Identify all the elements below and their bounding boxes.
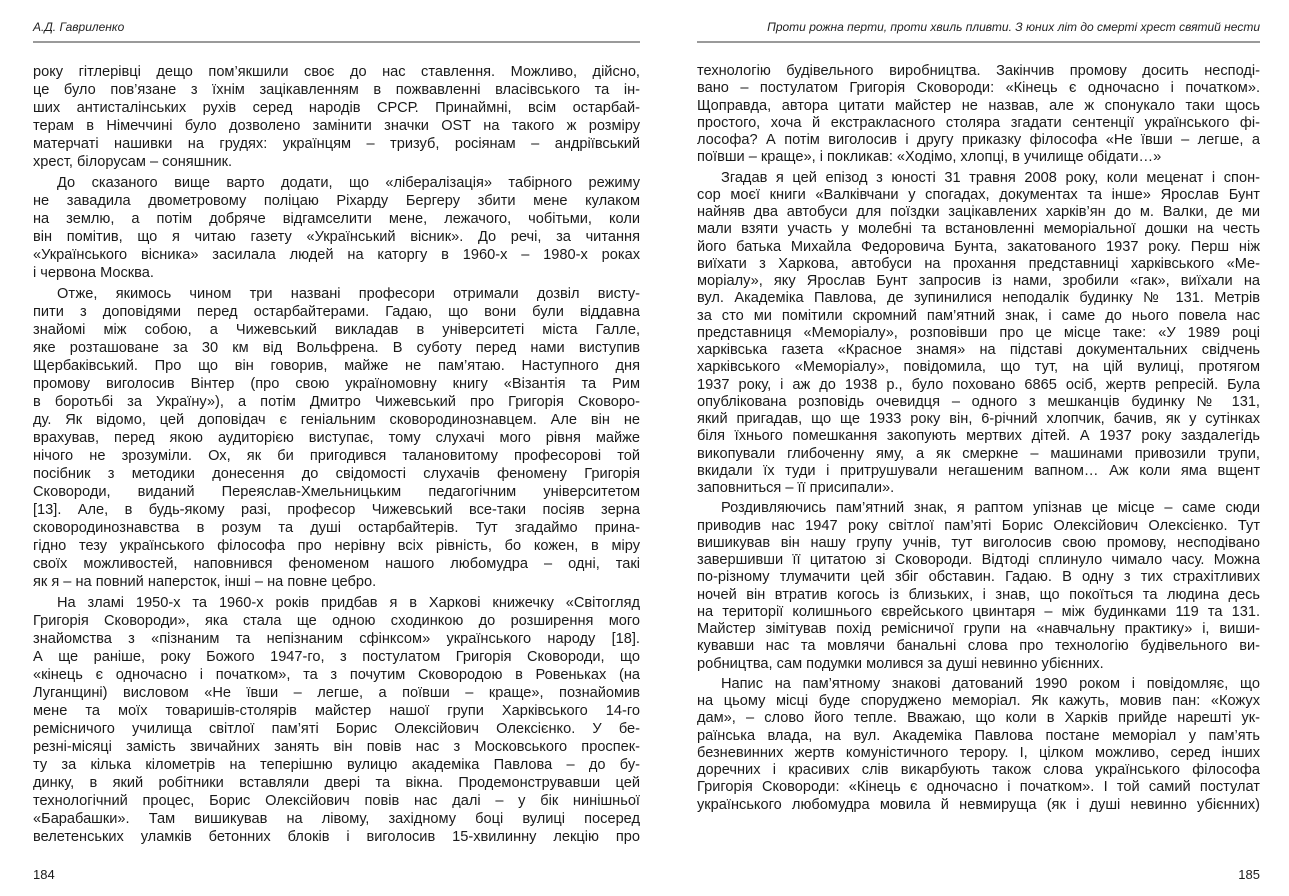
text-line: представниця «Меморіалу», розповівши про це місце таке: «У 1989 році [697,324,1260,341]
text-line: лософа? А потім виголосив і другу приказку філософа «Не ївши – легше, а [697,132,1260,148]
paragraph [33,174,640,282]
page-body [697,63,1260,817]
text-line: динку, в який робітники вставляли двері та вікна. Продемонструвавши цей [33,775,640,791]
text-line: мене та моїх товаришів-столярів майстер нашої групи Харківського 14-го [33,703,640,719]
text-line: матерчаті нашивки на грудях: українцям – тризуб, росіянам – андріївський [33,136,640,152]
text-line: ту за кілька кілометрів на теперішню вулицю академіка Павлова – до бу- [33,757,640,773]
text-line: харківська газета «Красное знамя» на підставі документальних свідчень [697,342,1260,358]
text-line: українського любомудра мовила й невмируща (як і душі невинно убієнних) [697,796,1260,813]
paragraph [697,500,1260,673]
header-rule [33,41,640,43]
text-line: як я – на повний наперсток, інші – на повне цебро. [33,574,377,590]
text-line: промову виголосив Вінтер (про свою україномовну книгу «Візантія та Рим [33,376,640,392]
text-line: кувавши нас та мовлячи банальні слова про технологію будівельного ви- [697,638,1260,655]
text-line: яке розташоване за 30 км від Вольфрена. В суботу перед нами виступив [33,340,640,356]
text-line: вул. Академіка Павлова, де зупинилися неподалік будинку № 131. Метрів [697,290,1260,307]
text-line: ду. Як відомо, цей доповідач є геніальним сковородинознавцем. Але він не [33,412,640,428]
text-line: на цьому місці буде споруджено меморіал. Як кажуть, мовив пан: «Кожух [697,693,1260,709]
text-line: Щербаківський. Про що він говорив, майже не пам’ятаю. Наступного дня [33,358,640,374]
paragraph [697,63,1260,167]
text-line: посібник з методики донесення до свідомості слухачів феномену Григорія [33,466,640,482]
text-line: сковородинознавства в розум та душі остарбайтерів. Тут згадаймо прина- [33,520,640,536]
text-line: мали взяти участь у молебні та встановленні меморіальної дошки на честь [697,221,1260,238]
text-line: Згадав я цей епізод з юності 31 травня 2008 року, коли меценат і спон- [721,169,1260,186]
page-body [33,63,640,849]
text-line: вано – постулатом Григорія Сковороди: «Кінець є одночасно і початком». [697,80,1260,97]
text-line: ночей він втратив когось із близьких, і знав, що покоїться та людина десь [697,586,1260,603]
text-line: дам», – слово його тепле. Вважаю, що коли в Харків прийде нарешті ук- [697,710,1260,727]
text-line: «Барабашки». Там вишикував на лівому, західному боці вулиці посеред [33,811,640,827]
page-number: 185 [1238,867,1260,882]
text-line: А ще раніше, року Божого 1947-го, з постулатом Григорія Сковороди, що [33,649,640,665]
text-line: його батька Михайла Федоровича Бунта, закатованого 1937 року. Перш ніж [697,238,1260,255]
right-page [697,0,1260,896]
text-line: Луганщині) висловом «Не ївши – легше, а поївши – краще», познайомив [33,685,640,701]
text-line: виїхати з Харкова, автобуси на прохання представниці харківського «Ме- [697,255,1260,272]
text-line: який пригадав, що ще 1933 року він, 6-річний хлопчик, бачив, як у сутінках [697,411,1260,427]
paragraph [33,63,640,171]
text-line: по-різному тлумачити цей збіг обставин. Гадаю. В одну з тих страхітливих [697,569,1260,586]
paragraph [33,594,640,846]
text-line: Роздивляючись пам’ятний знак, я раптом упізнав це місце – саме сюди [721,500,1260,517]
text-line: не завадила двометровому поліцаю Ріхарду Бергеру збити мене кулаком [33,193,640,209]
text-line: Напис на пам’ятному знакові датований 1990 роком і повідомляє, що [721,675,1260,692]
text-line: викопували глибоченну яму, а як смеркне – машинами привозили трупи, [697,445,1260,462]
left-page [33,0,640,896]
text-line: «Українського вісника» засилала людей на каторгу в 1960-х – 1980-х роках [33,247,640,263]
text-line: хрест, білорусам – соняшник. [33,154,233,170]
text-line: технологічний процес, Борис Олексійович повів нас далі – у бік нинішньої [33,793,640,809]
text-line: ших антисталінських рухів серед народів СРСР. Принаймні, всім остарбай- [33,100,640,116]
text-line: опублікована розповідь очевидця – одного з мешканців будинку № 131, [697,393,1260,410]
text-line: на землю, а потім добряче відгамселити мене, лежачого, чобітьми, коли [33,211,640,227]
text-line: завершивши її цитатою зі Сковороди. Відтоді сплинуло чимало часу. Можна [697,552,1260,568]
text-line: [13]. Але, в будь-якому разі, професор Чижевський все-таки посіяв зерна [33,502,640,518]
text-line: терам в Німеччині було дозволено замінити значки OST на такого ж розміру [33,118,640,134]
text-line: Щоправда, автора цитати майстер не назвав, але ж спонукало таки щось [697,97,1260,114]
running-head-title: Проти рожна перти, проти хвиль пливти. З юних літ до смерті хрест святий нести [767,20,1260,34]
text-line: своїх можливостей, наповнився феноменом нашого любомудра – одні, такі [33,556,640,572]
text-line: простого, хоча й екстракласного столяра згадати сентенції українського фі- [697,114,1260,131]
text-line: доречних і красивих слів викарбують також слова українського філософа [697,762,1260,778]
text-line: пити з доповідями перед остарбайтерами. Гадаю, що вони були віддавна [33,304,640,320]
text-line: на території колишнього єврейського цвинтаря – між будинками 119 та 131. [697,603,1260,620]
paragraph [697,170,1260,498]
text-line: Григорія Сковороди», яка стала ще одною сходинкою до розширення мого [33,613,640,629]
text-line: біля їхнього помешкання закопують мертвих дітей. А 1937 року заздалегідь [697,428,1260,445]
text-line: він помітив, що я читаю газету «Український вісник». До речі, за читання [33,229,640,245]
text-line: приводив нас 1947 року світлої пам’яті Борис Олексійович Олексієнко. Тут [697,517,1260,534]
text-line: сор моєї книги «Валківчани у спогадах, документах та інше» Ярослав Бунт [697,186,1260,203]
running-head-author: А.Д. Гавриленко [33,20,125,34]
text-line: ремісничого училища світлої пам’яті Борис Олексійович Олексієнко. У бе- [33,721,640,737]
paragraph [697,676,1260,814]
text-line: вишикував він нашу групу учнів, тут виголосив свою промову, несподівано [697,534,1260,551]
text-line: найняв два автобуси для поїздки зацікавлених харків’ян до м. Валки, де ми [697,204,1260,220]
text-line: робництва, сам подумки молився за душі невинно убієнних. [697,655,1104,672]
text-line: року гітлерівці дещо пом’якшили своє до нас ставлення. Можливо, дійсно, [33,64,640,80]
text-line: врахував, перед якою аудиторією виступає, тому слухачі мого рівня майже [33,430,640,446]
text-line: «кінець є одночасно і початком», та з почутим Сковородою в Ровеньках (на [33,667,640,683]
text-line: технологію будівельного виробництва. Закінчив промову досить несподі- [697,63,1260,79]
text-line: це було пов’язане з їхнім зацікавленням в пожвавленні власівського та ін- [33,82,640,98]
text-line: резні-місяці замість звичайних занять він повів нас з Московського проспек- [33,739,640,755]
text-line: харківського «Меморіалу», повідомила, що тут, на цій вулиці, протягом [697,359,1260,376]
paragraph [33,285,640,591]
text-line: знайомі між собою, а Чижевський викладав в університеті міста Галле, [33,322,640,338]
text-line: Отже, якимось чином три названі професори отримали дозвіл висту- [57,286,640,302]
text-line: раїнська влада, на вул. Академіка Павлова постане меморіал у пам’ять [697,727,1260,744]
header-rule [697,41,1260,43]
text-line: поївши – краще», і покликав: «Ходімо, хлопці, в училище обідати…» [697,149,1162,166]
text-line: До сказаного вище варто додати, що «лібералізація» табірного режиму [57,175,640,191]
page-number: 184 [33,867,55,882]
text-line: вкидали їх туди і притрушували негашеним вапном… Аж коли яма вщент [697,462,1260,479]
text-line: Григорія Сковороди: «Кінець є одночасно і початком». І той самий постулат [697,779,1260,796]
text-line: в боротьбі за Україну»), а потім Дмитро Чижевський про Григорія Сковоро- [33,394,640,410]
text-line: безневинних жертв комуністичного терору. І, цілком можливо, серед інших [697,744,1260,761]
text-line: Майстер зімітував похід ремісничої групи на «навчальну практику» і, виши- [697,621,1260,637]
text-line: і червона Москва. [33,265,154,281]
text-line: велетенських уламків бетонних блоків і виголосив 15-хвилинну лекцію про [33,829,640,845]
text-line: за сто ми помітили скромний пам’ятний знак, і саме до нього повела нас [697,307,1260,324]
text-line: Сковороди, виданий Переяслав-Хмельницьким педагогічним університетом [33,484,640,500]
text-line: заповниться – її присипали». [697,480,895,496]
text-line: гідно тезу українського філософа про нерівну всіх рівність, бо кожен, в міру [33,538,640,554]
text-line: нічого не зрозуміли. Ох, як би пригодився талановитому професорові той [33,448,640,464]
text-line: моріалу», яку Ярослав Бунт запросив із нами, зробили «гак», виїхали на [697,273,1260,289]
text-line: 1937 року, і аж до 1938 р., було поховано 6865 осіб, жертв репресій. Була [697,376,1260,393]
text-line: На зламі 1950-х та 1960-х років придбав я в Харкові книжечку «Світогляд [57,595,640,611]
text-line: знайомства з «пізнаним та непізнаним сфінксом» українського народу [18]. [33,631,640,647]
